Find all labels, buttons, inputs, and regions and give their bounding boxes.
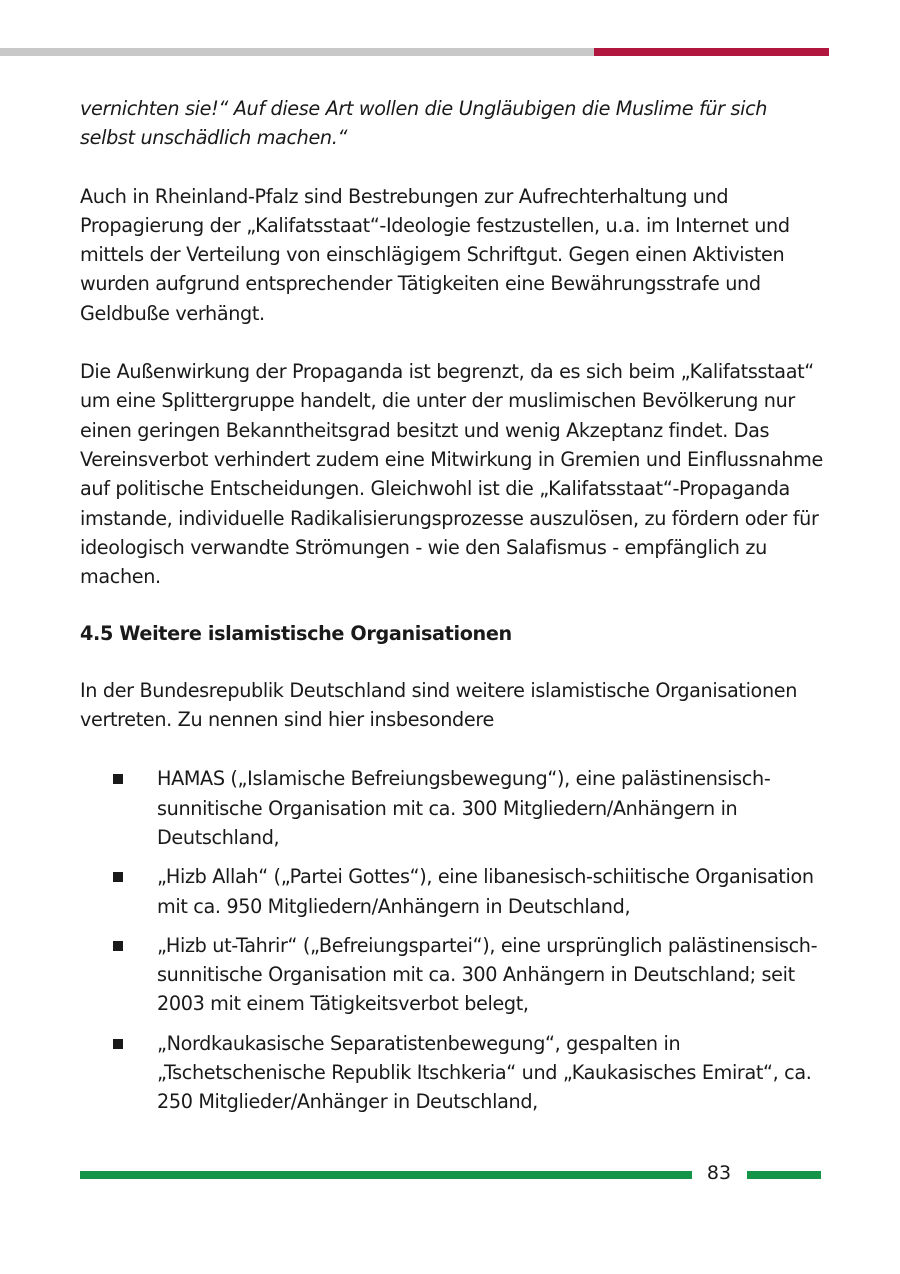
list-item	[80, 764, 825, 852]
section-intro: In der Bundesrepublik Deutschland sind weitere islamistische Organisationen vertreten. Zu nennen sind hier insbesondere	[80, 678, 798, 732]
header-red-bar	[594, 48, 829, 56]
section-heading: 4.5 Weitere islamistische Organisationen	[80, 622, 512, 646]
paragraph-rheinland-pfalz: Auch in Rheinland-Pfalz sind Bestrebungen zur Aufrechterhaltung und Propagierung der „Kalifatsstaat“-Ideologie festzustellen, u.a. im Internet und mittels der Verteilung von einschlägigem Schriftgut. Gegen einen Aktivisten wurden aufgrund entsprechender Tätigkeiten eine Bewährungsstrafe und Geldbuße verhängt.	[80, 184, 790, 325]
list-item	[80, 862, 825, 921]
page-number: 83	[706, 1162, 732, 1184]
list-item	[80, 1029, 825, 1117]
square-bullet-icon	[113, 872, 123, 882]
square-bullet-icon	[113, 941, 123, 951]
footer-green-bar-right	[747, 1171, 821, 1179]
paragraph-aussenwirkung: Die Außenwirkung der Propaganda ist begrenzt, da es sich beim „Kalifatsstaat“ um eine Splittergruppe handelt, die unter der muslimischen Bevölkerung nur einen geringen Bekanntheitsgrad besitzt und wenig Akzeptanz findet. Das Vereinsverbot verhindert zudem eine Mitwirkung in Gremien und Einflussnahme auf politische Entscheidungen. Gleichwohl ist die „Kalifatsstaat“-Propaganda imstande, individuelle Radikalisierungsprozesse auszulösen, zu fördern oder für ideologisch verwandte Strömungen - wie den Salafismus - empfänglich zu machen.	[80, 360, 823, 589]
header-gray-bar	[0, 48, 594, 56]
quote-continuation: vernichten sie!“ Auf diese Art wollen die Ungläubigen die Muslime für sich selbst unschädlich machen.“	[80, 97, 768, 150]
page-content	[80, 94, 825, 1127]
square-bullet-icon	[113, 1039, 123, 1049]
list-item-text: „Nordkaukasische Separatistenbewegung“, gespalten in „Tschetschenische Republik Itschkeria“ und „Kaukasisches Emirat“, ca. 250 Mitglieder/Anhänger in Deutschland,	[157, 1031, 812, 1114]
footer-green-bar-left	[80, 1171, 692, 1179]
list-item-text: „Hizb Allah“ („Partei Gottes“), eine libanesisch-schiitische Organisation mit ca. 950 Mitgliedern/Anhängern in Deutschland,	[157, 865, 814, 918]
organisation-list	[80, 764, 825, 1116]
square-bullet-icon	[113, 774, 123, 784]
list-item-text: „Hizb ut-Tahrir“ („Befreiungspartei“), eine ursprünglich palästinensisch-sunnitische Organisation mit ca. 300 Anhängern in Deutschland; seit 2003 mit einem Tätigkeitsverbot belegt,	[157, 933, 818, 1016]
list-item-text: HAMAS („Islamische Befreiungsbewegung“), eine palästinensisch-sunnitische Organisation mit ca. 300 Mitgliedern/Anhängern in Deutschland,	[157, 767, 771, 849]
list-item	[80, 931, 825, 1019]
